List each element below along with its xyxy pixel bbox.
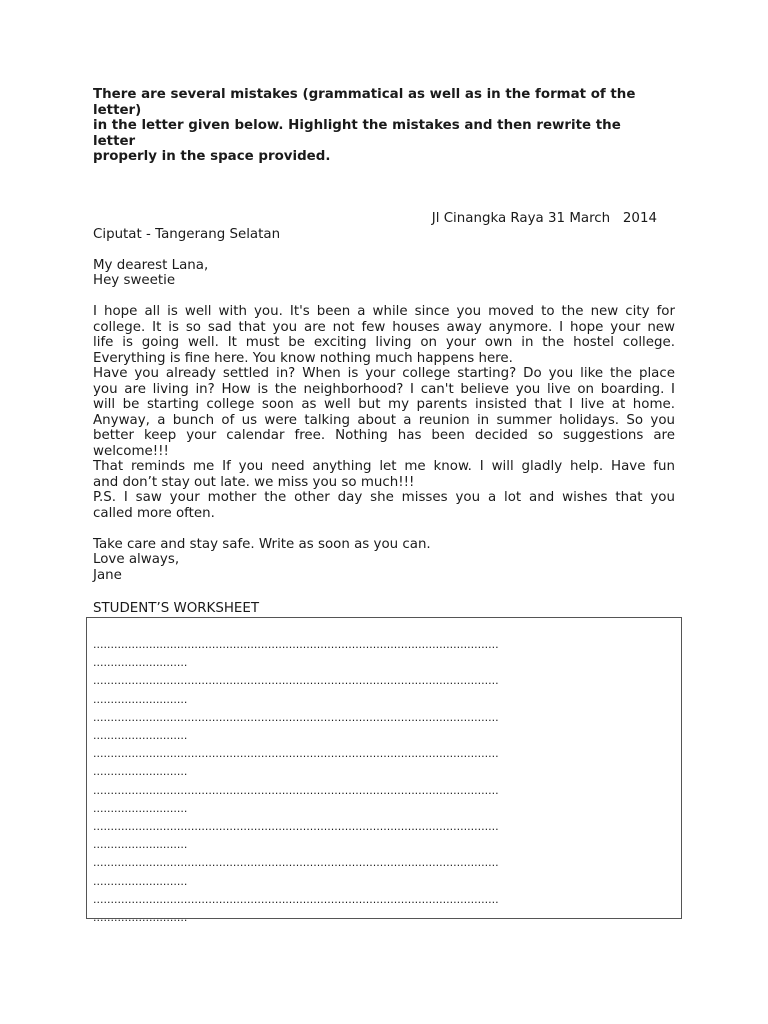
letter-body — [93, 304, 675, 521]
letter-body-line: Have you already settled in? When is your college starting? Do you like the place — [93, 366, 675, 381]
letter-body-line: will be starting college soon as well but my parents insisted that I live at home. — [93, 397, 675, 412]
letter-body-line: called more often. — [93, 505, 215, 521]
worksheet-dotted-line-end: ........................... — [93, 911, 188, 925]
worksheet-dotted-line: .................................................................................................................... — [93, 674, 499, 688]
worksheet-dotted-line: .................................................................................................................... — [93, 783, 499, 797]
letter-address-line: Ciputat - Tangerang Selatan — [93, 226, 281, 242]
letter-body-line: you are living in? How is the neighborhood? I can't believe you live on boarding. I — [93, 381, 675, 397]
instructions-line: There are several mistakes (grammatical as well as in the format of the — [93, 87, 636, 102]
worksheet-dotted-line-end: ........................... — [93, 656, 188, 670]
letter-salutation: My dearest Lana, — [93, 257, 209, 273]
worksheet-dotted-line-end: ........................... — [93, 801, 188, 815]
worksheet-answer-box[interactable] — [86, 617, 682, 925]
worksheet-dotted-line: .................................................................................................................... — [93, 710, 499, 724]
letter-closing-line: Love always, — [93, 552, 180, 567]
worksheet-dotted-line-end: ........................... — [93, 765, 188, 779]
letter-closing-line: Take care and stay safe. Write as soon as you can. — [93, 536, 431, 552]
letter-body-line: Anyway, a bunch of us were talking about a reunion in summer holidays. So you — [93, 412, 675, 428]
letter-signature: Jane — [93, 567, 122, 583]
letter-body-line: That reminds me If you need anything let me know. I will gladly help. Have fun — [93, 459, 675, 474]
instructions-line: letter — [93, 133, 136, 149]
letter-body-line: welcome!!! — [93, 443, 169, 459]
letter-body-line: I hope all is well with you. It's been a while since you moved to the new city for — [93, 304, 675, 319]
worksheet-dotted-line-end: ........................... — [93, 729, 188, 743]
worksheet-lines — [93, 636, 677, 927]
letter-body-line: life is going well. It must be exciting living on your own in the hostel college. — [93, 335, 675, 350]
worksheet-dotted-line: .................................................................................................................... — [93, 747, 499, 761]
instructions-line: in the letter given below. Highlight the mistakes and then rewrite the — [93, 118, 621, 133]
letter-body-line: and don’t stay out late. we miss you so much!!! — [93, 474, 415, 490]
worksheet-dotted-line-end: ........................... — [93, 874, 188, 888]
worksheet-title: STUDENT’S WORKSHEET — [93, 601, 259, 616]
letter-date-line: Jl Cinangka Raya 31 March 2014 — [431, 211, 657, 226]
worksheet-dotted-line: .................................................................................................................... — [93, 638, 499, 651]
letter-body-line: P.S. I saw your mother the other day she misses you a lot and wishes that you — [93, 490, 675, 505]
worksheet-dotted-line: .................................................................................................................... — [93, 856, 499, 870]
letter-greeting: Hey sweetie — [93, 273, 176, 288]
instructions — [93, 87, 683, 165]
letter-body-line: Everything is fine here. You know nothing much happens here. — [93, 350, 513, 366]
worksheet-dotted-line-end: ........................... — [93, 838, 188, 852]
instructions-line: properly in the space provided. — [93, 149, 331, 164]
instructions-line: letter) — [93, 102, 142, 118]
worksheet-dotted-line-end: ........................... — [93, 692, 188, 706]
worksheet-dotted-line: .................................................................................................................... — [93, 892, 499, 906]
letter-body-line: better keep your calendar free. Nothing has been decided so suggestions are — [93, 428, 675, 443]
letter-body-line: college. It is so sad that you are not few houses away anymore. I hope your new — [93, 319, 675, 335]
letter — [93, 211, 675, 583]
worksheet-dotted-line: .................................................................................................................... — [93, 820, 499, 834]
